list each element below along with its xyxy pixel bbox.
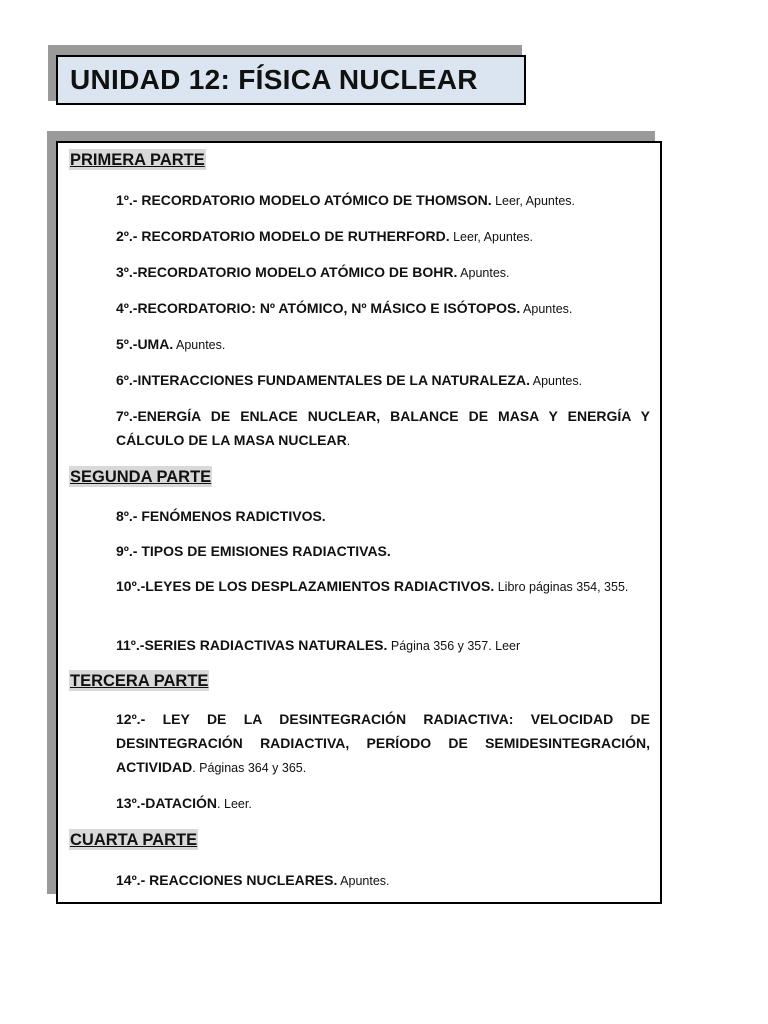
item-title: 10º.-LEYES DE LOS DESPLAZAMIENTOS RADIACTIVOS. [116, 578, 495, 594]
item-note: Libro páginas 354, 355. [494, 580, 629, 594]
item-title: 11º.-SERIES RADIACTIVAS NATURALES. [116, 637, 388, 653]
item-note: Leer, Apuntes. [491, 194, 575, 208]
list-item [116, 188, 650, 213]
item-note: Leer, Apuntes. [449, 230, 534, 244]
list-item [116, 224, 650, 249]
item-note: . [346, 434, 351, 448]
list-item [116, 707, 650, 780]
item-title: 2º.- RECORDATORIO MODELO DE RUTHERFORD. [116, 228, 450, 244]
list-item [116, 575, 650, 599]
item-title: 7º.-ENERGÍA DE ENLACE NUCLEAR, BALANCE DE MASA Y ENERGÍA Y CÁLCULO DE LA MASA NUCLEAR [116, 408, 650, 448]
item-title: 1º.- RECORDATORIO MODELO ATÓMICO DE THOMSON. [116, 192, 492, 208]
item-title: 3º.-RECORDATORIO MODELO ATÓMICO DE BOHR. [116, 264, 458, 280]
item-title: 14º.- REACCIONES NUCLEARES. [116, 872, 338, 888]
item-title: 13º.-DATACIÓN [116, 795, 218, 811]
part-heading-4: CUARTA PARTE [70, 831, 198, 849]
item-note: Apuntes. [337, 874, 390, 888]
list-item [116, 504, 650, 529]
part-heading-2: SEGUNDA PARTE [70, 468, 212, 486]
title-box [56, 55, 526, 105]
item-title: 8º.- FENÓMENOS RADICTIVOS. [116, 508, 326, 524]
item-note: Página 356 y 357. Leer [387, 639, 521, 653]
list-item [116, 260, 650, 285]
item-title: 9º.- TIPOS DE EMISIONES RADIACTIVAS. [116, 543, 391, 559]
part-heading-1: PRIMERA PARTE [70, 151, 205, 169]
item-note: Apuntes. [457, 266, 510, 280]
item-note: Apuntes. [529, 374, 583, 388]
item-note: Apuntes. [173, 338, 226, 352]
list-item [116, 332, 650, 357]
item-title: 5º.-UMA. [116, 336, 174, 352]
item-title: 12º.- LEY DE LA DESINTEGRACIÓN RADIACTIVA: VELOCIDAD DE DESINTEGRACIÓN RADIACTIVA, PERÍODO DE SEMIDESINTEGRACIÓN, ACTIVIDAD [116, 711, 650, 775]
list-item [116, 404, 650, 453]
list-item [116, 539, 650, 564]
list-item [116, 296, 650, 321]
list-item [116, 868, 650, 893]
item-note: . Páginas 364 y 365. [192, 761, 307, 775]
content-box [56, 141, 662, 904]
item-note: . Leer. [217, 797, 252, 811]
part-heading-3: TERCERA PARTE [70, 672, 209, 690]
list-item [116, 368, 650, 393]
list-item [116, 791, 650, 816]
list-item [116, 633, 650, 658]
item-title: 6º.-INTERACCIONES FUNDAMENTALES DE LA NATURALEZA. [116, 372, 530, 388]
page-title: UNIDAD 12: FÍSICA NUCLEAR [70, 64, 478, 95]
item-title: 4º.-RECORDATORIO: Nº ATÓMICO, Nº MÁSICO E ISÓTOPOS. [116, 300, 521, 316]
item-note: Apuntes. [520, 302, 573, 316]
